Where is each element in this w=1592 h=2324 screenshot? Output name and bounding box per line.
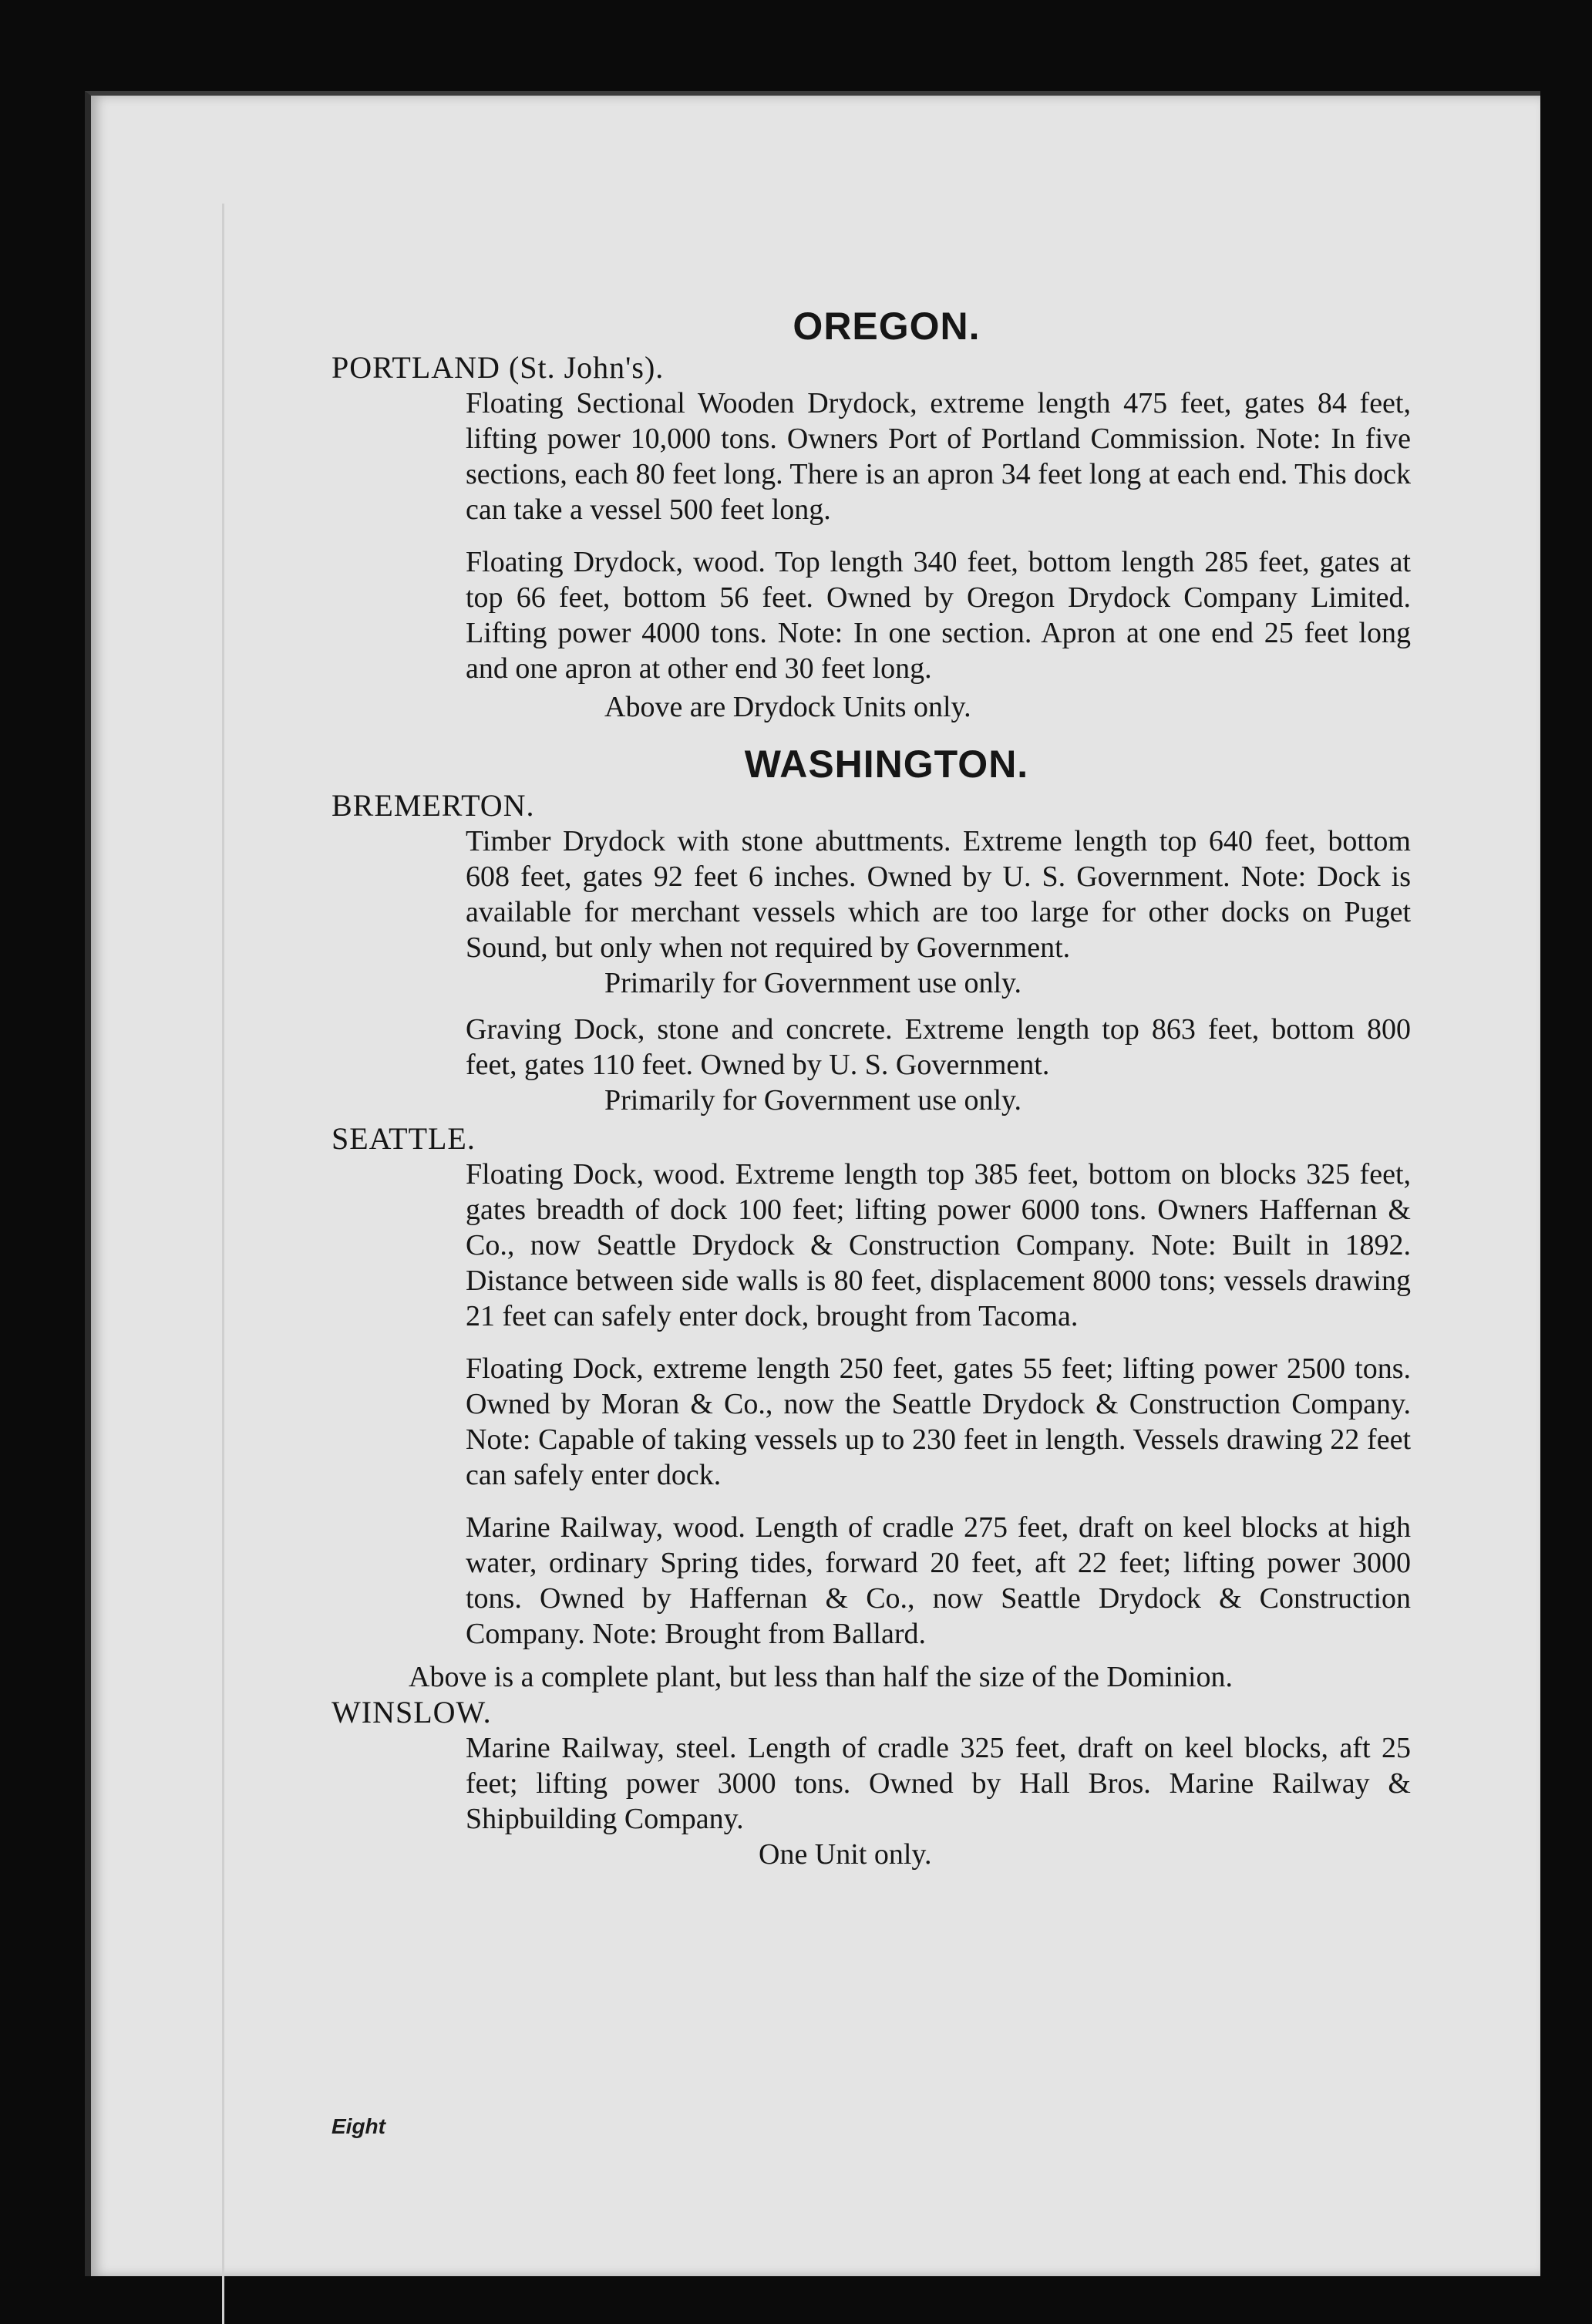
- page-edge-rule: [222, 204, 224, 2324]
- city-heading-portland: PORTLAND (St. John's).: [332, 350, 665, 385]
- remark-paragraph: Above is a complete plant, but less than half the size of the Dominion.: [409, 1661, 1234, 1693]
- city-heading-seattle: SEATTLE.: [332, 1121, 476, 1156]
- city-heading-bremerton: BREMERTON.: [332, 788, 535, 823]
- dock-entry: Marine Railway, wood. Length of cradle 275 feet, draft on keel blocks at high water, ordinary Spring tides, forward 20 feet, aft 22 feet; lifting power 3000 tons. Owned by Haffernan & Co., now Seattle Drydock & Construction Company. Note: Brought from Ballard.: [466, 1511, 1411, 1650]
- section-heading-oregon: OREGON.: [793, 305, 981, 348]
- section-heading-washington: WASHINGTON.: [744, 743, 1029, 786]
- dock-entry: Floating Sectional Wooden Drydock, extreme length 475 feet, gates 84 feet, lifting power 10,000 tons. Owners Port of Portland Commission. Note: In five sections, each 80 feet long. There is an apron 34 feet long at each end. This dock can take a vessel 500 feet long.: [466, 387, 1411, 526]
- dock-entry: Graving Dock, stone and concrete. Extreme length top 863 feet, bottom 800 feet, gates 110 feet. Owned by U. S. Government.: [466, 1013, 1411, 1081]
- dock-entry: Marine Railway, steel. Length of cradle 325 feet, draft on keel blocks, aft 25 feet; lifting power 3000 tons. Owned by Hall Bros. Marine Railway & Shipbuilding Company.: [466, 1732, 1411, 1835]
- page-content: [332, 305, 1411, 1875]
- unit-note: One Unit only.: [759, 1838, 932, 1871]
- unit-note: Primarily for Government use only.: [604, 1084, 1022, 1117]
- unit-note: Above are Drydock Units only.: [604, 691, 971, 723]
- dock-entry: Timber Drydock with stone abuttments. Extreme length top 640 feet, bottom 608 feet, gates 92 feet 6 inches. Owned by U. S. Government. Note: Dock is available for merchant vessels which are too large for other docks on Puget Sound, but only when not required by Government.: [466, 825, 1411, 964]
- dock-entry: Floating Dock, extreme length 250 feet, gates 55 feet; lifting power 2500 tons. Owned by Moran & Co., now the Seattle Drydock & Construction Company. Note: Capable of taking vessels up to 230 feet in length. Vessels drawing 22 feet can safely enter dock.: [466, 1352, 1411, 1491]
- unit-note: Primarily for Government use only.: [604, 967, 1022, 999]
- page-folio: Eight: [332, 2114, 385, 2138]
- city-heading-winslow: WINSLOW.: [332, 1695, 492, 1730]
- dock-entry: Floating Drydock, wood. Top length 340 feet, bottom length 285 feet, gates at top 66 feet, bottom 56 feet. Owned by Oregon Drydock Company Limited. Lifting power 4000 tons. Note: In one section. Apron at one end 25 feet long and one apron at other end 30 feet long.: [466, 546, 1411, 685]
- dock-entry: Floating Dock, wood. Extreme length top 385 feet, bottom on blocks 325 feet, gates breadth of dock 100 feet; lifting power 6000 tons. Owners Haffernan & Co., now Seattle Drydock & Construction Company. Note: Built in 1892. Distance between side walls is 80 feet, displacement 8000 tons; vessels drawing 21 feet can safely enter dock, brought from Tacoma.: [466, 1158, 1411, 1332]
